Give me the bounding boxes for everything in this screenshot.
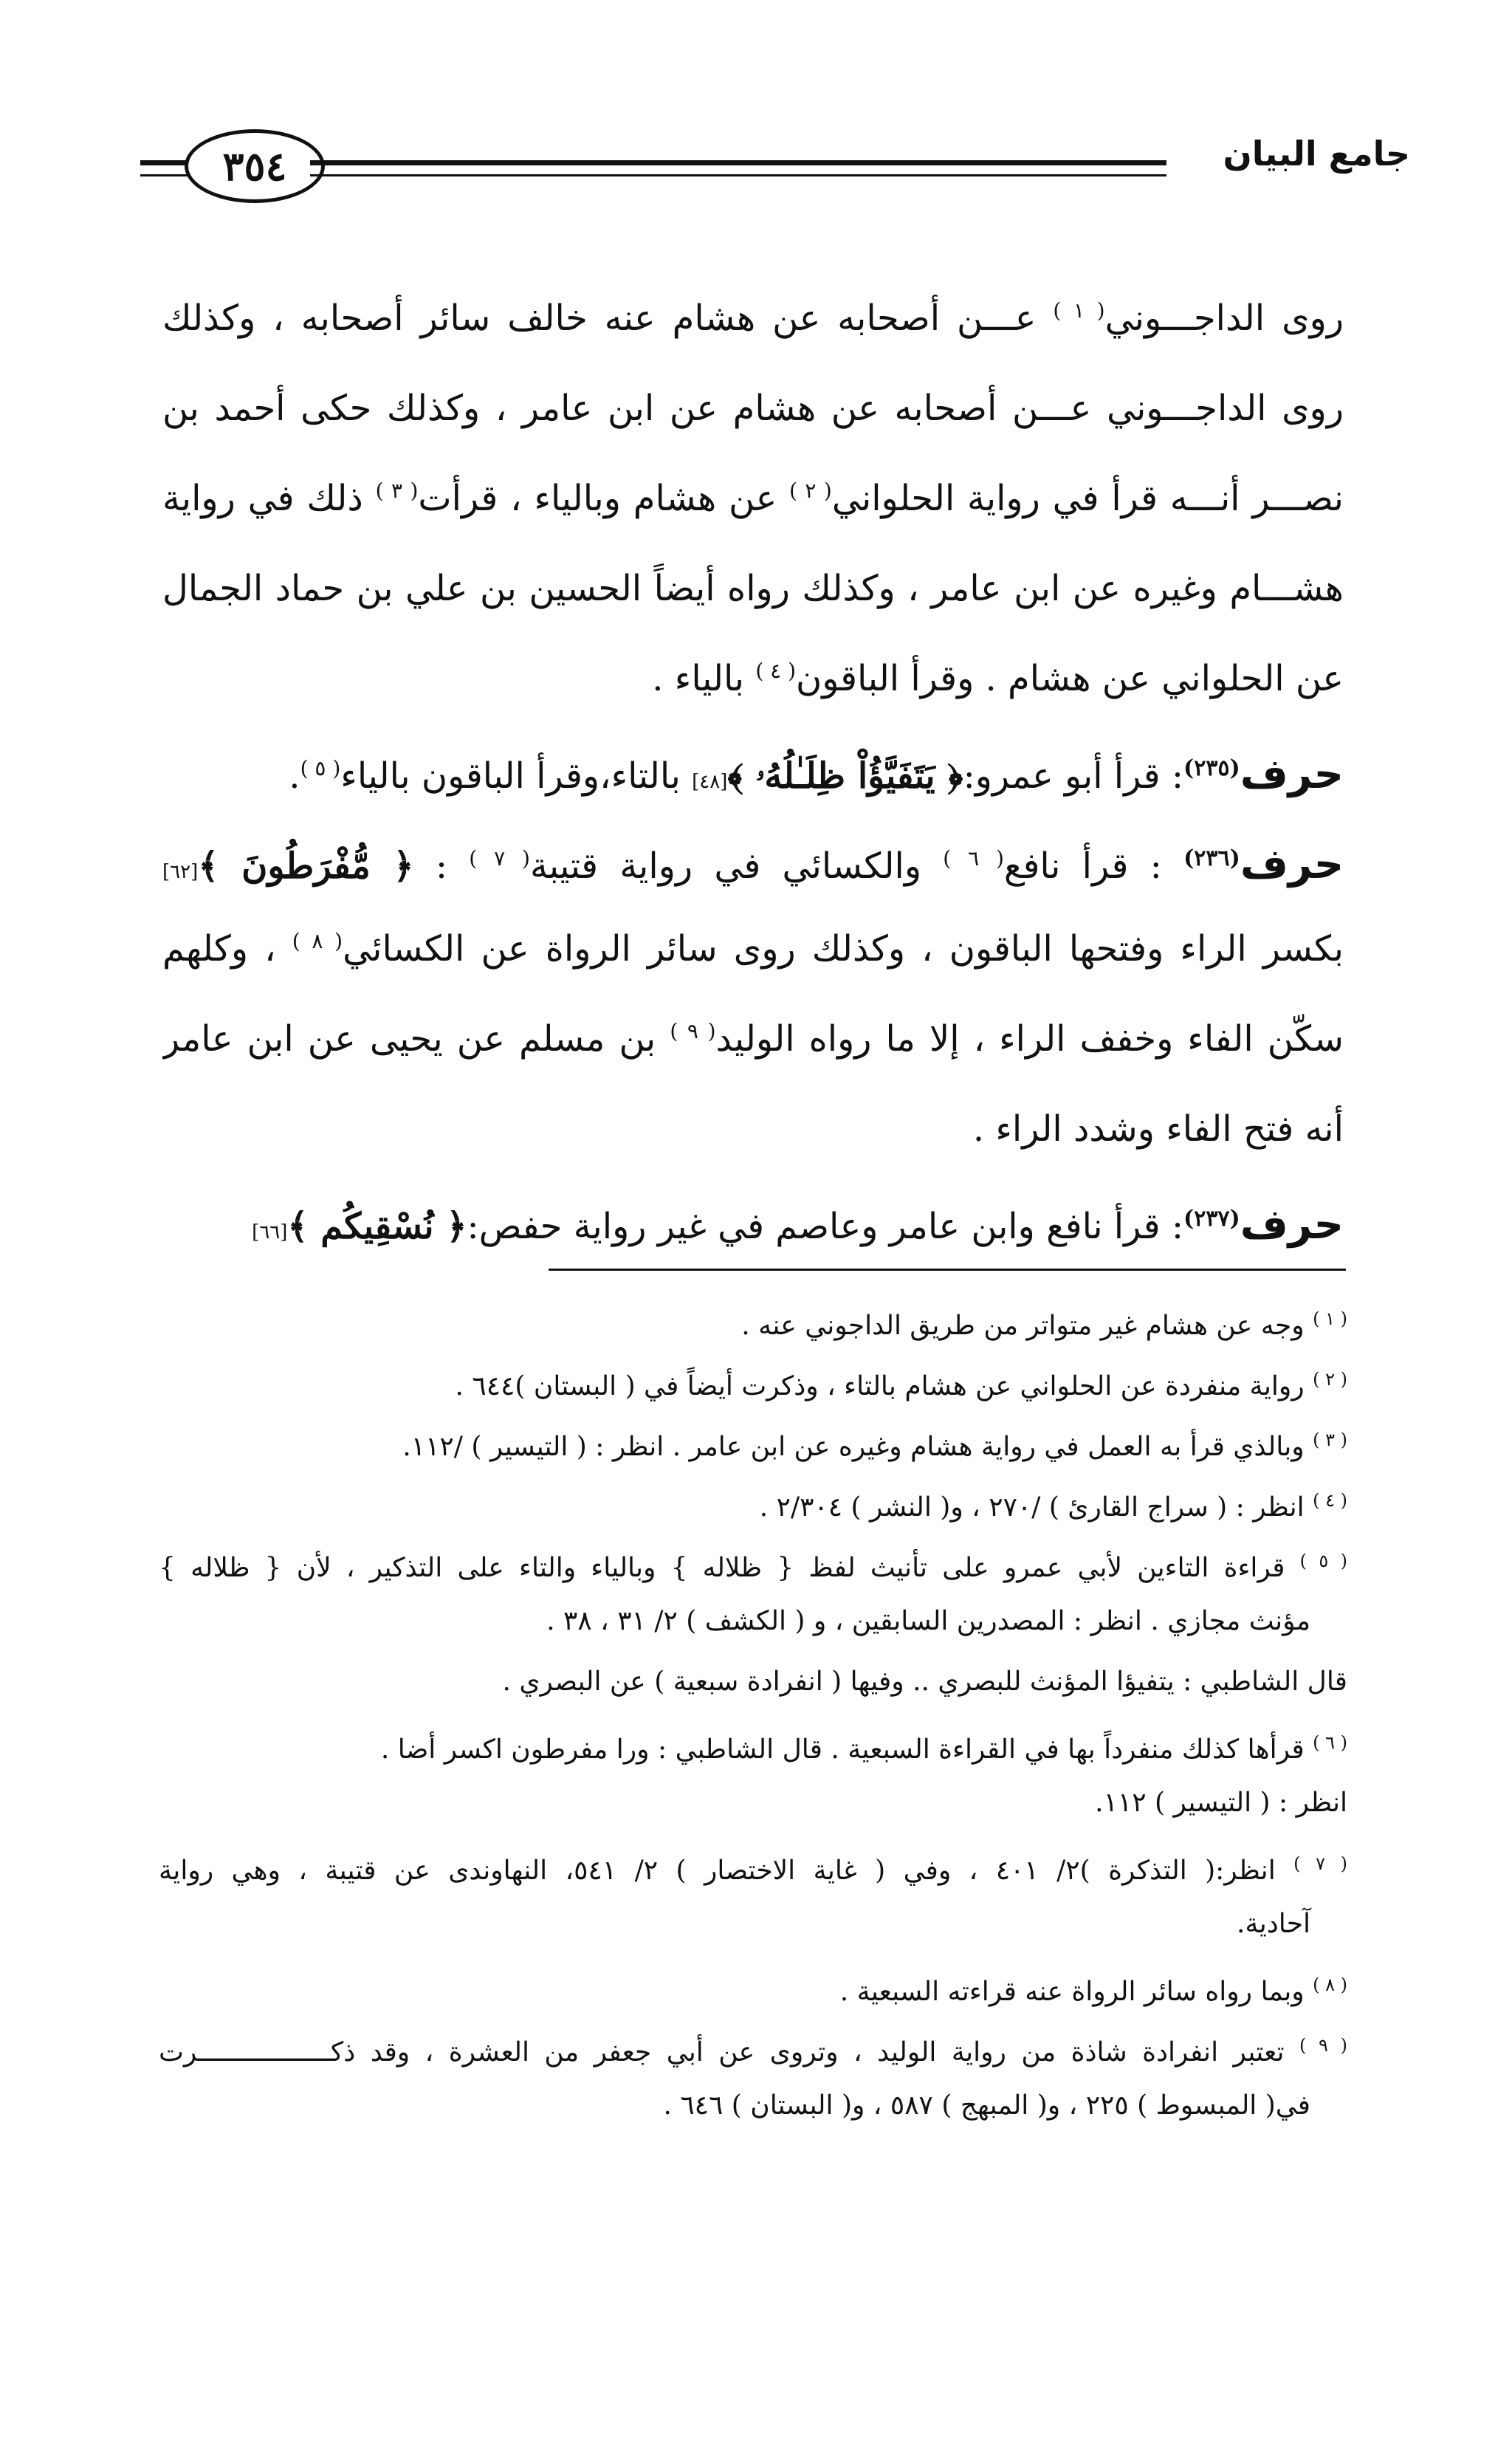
footnote-ref: ( ٨ ) bbox=[292, 929, 343, 953]
footnote-ref: ( ٩ ) bbox=[670, 1019, 716, 1043]
footnote: $^{( ٦ )}$ قرأها كذلك منفرداً بها في القراءة السبعية . قال الشاطبي : ورا مفرطون اكسر أضا . bbox=[380, 1732, 1347, 1765]
harf-237: حرف$^{(٢٣٧)}$: قرأ نافع وابن عامر وعاصم في غير رواية حفص:﴿ نُسْقِيكُم ﴾[٦٦] bbox=[252, 1201, 1344, 1249]
verse-ref: [٦٦] bbox=[252, 1221, 288, 1243]
header-rule bbox=[310, 160, 1166, 176]
footnote: $^{( ٨ )}$ وبما رواه سائر الرواة عنه قراءته السبعية . bbox=[839, 1974, 1347, 2007]
footnote-ref: ( ٧ ) bbox=[469, 846, 530, 871]
harf-235: حرف$^{(٢٣٥)}$: قرأ أبو عمرو:﴿ يَتَفَيَّؤُاْ ظِلَـٰلُهُۥ ﴾[٤٨] بالتاء،وقرأ الباقون بالياء$^{( ٥ )}$. bbox=[289, 750, 1344, 798]
footnote-ref: ( ٢ ) bbox=[789, 478, 832, 503]
harf-label: حرف bbox=[1240, 840, 1344, 888]
footnote: $^{( ٣ )}$ وبالذي قرأ به العمل في رواية هشام وغيره عن ابن عامر . انظر : ( التيسير ) /١١٢. bbox=[402, 1430, 1347, 1462]
footnote-continuation: مؤنث مجازي . انظر : المصدرين السابقين ، و ( الكشف ) ٢/ ٣١ ، ٣٨ . bbox=[546, 1606, 1310, 1636]
harf-number: (٢٣٥) bbox=[1183, 755, 1240, 781]
footnote-ref: ( ٤ ) bbox=[755, 659, 797, 683]
text-line: نصـــر أنـــه قرأ في رواية الحلواني$^{( ٢ )}$ عن هشام وبالياء ، قرأت$^{( ٣ )}$ ذلك في رواية bbox=[162, 478, 1344, 519]
harf-number: (٢٣٧) bbox=[1183, 1206, 1240, 1232]
footnote: $^{( ٤ )}$ انظر : ( سراج القارئ ) /٢٧٠ ، و( النشر ) ٢/٣٠٤ . bbox=[759, 1490, 1347, 1523]
page-number: ٣٥٤ bbox=[185, 129, 325, 203]
footnote-continuation: قال الشاطبي : يتفيؤا المؤنث للبصري .. وفيها ( انفرادة سبعية ) عن البصري . bbox=[502, 1667, 1347, 1697]
footnote: $^{( ٧ )}$ انظر:( التذكرة )٢/ ٤٠١ ، وفي ( غاية الاختصار ) ٢/ ٥٤١، النهاوندى عن قتيبة ، وهي رواية bbox=[159, 1853, 1347, 1886]
harf-236: حرف$^{(٢٣٦)}$ : قرأ نافع$^{( ٦ )}$ والكسائي في رواية قتيبة$^{( ٧ )}$ : ﴿ مُّفْرَطُونَ ﴾[٦٢] bbox=[162, 840, 1344, 888]
footnote: $^{( ٩ )}$ تعتبر انفرادة شاذة من رواية الوليد ، وتروى عن أبي جعفر من العشرة ، وقد ذكـــــــــــــــــرت bbox=[159, 2035, 1347, 2067]
verse-ref: [٤٨] bbox=[692, 771, 728, 793]
text-line: روى الداجـــوني$^{( ١ )}$ عـــن أصحابه عن هشام عنه خالف سائر أصحابه ، وكذلك bbox=[162, 298, 1344, 339]
footnote-continuation: انظر : ( التيسير ) ١١٢. bbox=[1095, 1788, 1347, 1818]
text-line: عن الحلواني عن هشام . وقرأ الباقون$^{( ٤ )}$ بالياء . bbox=[652, 658, 1344, 699]
harf-label: حرف bbox=[1240, 1201, 1344, 1249]
footnote-ref: ( ٥ ) bbox=[300, 756, 341, 780]
main-text bbox=[162, 273, 1344, 1264]
harf-number: (٢٣٦) bbox=[1183, 845, 1240, 871]
text-line: أنه فتح الفاء وشدد الراء . bbox=[972, 1108, 1344, 1150]
page-header bbox=[140, 129, 1410, 210]
quran-verse: ﴿ يَتَفَيَّؤُاْ ظِلَـٰلُهُۥ ﴾ bbox=[727, 755, 963, 797]
footnote-ref: ( ٦ ) bbox=[943, 846, 1004, 871]
footnote-ref: ( ٣ ) bbox=[375, 478, 419, 503]
footnote-continuation: في( المبسوط ) ٢٢٥ ، و( المبهج ) ٥٨٧ ، و( البستان ) ٦٤٦ . bbox=[663, 2090, 1310, 2121]
quran-verse: ﴿ نُسْقِيكُم ﴾ bbox=[287, 1206, 467, 1247]
text-line: سكّن الفاء وخفف الراء ، إلا ما رواه الوليد$^{( ٩ )}$ بن مسلم عن يحيى عن ابن عامر bbox=[162, 1018, 1344, 1060]
footnote-separator bbox=[549, 1269, 1346, 1271]
footnote-ref: ( ١ ) bbox=[1053, 298, 1105, 323]
footnote: $^{( ٢ )}$ رواية منفردة عن الحلواني عن هشام بالتاء ، وذكرت أيضاً في ( البستان )٦٤٤ . bbox=[455, 1369, 1347, 1401]
footnote-continuation: آحادية. bbox=[1236, 1909, 1310, 1939]
quran-verse: ﴿ مُّفْرَطُونَ ﴾ bbox=[198, 845, 414, 887]
footnotes bbox=[159, 1288, 1347, 2136]
text-line: بكسر الراء وفتحها الباقون ، وكذلك روى سائر الرواة عن الكسائي$^{( ٨ )}$ ، وكلهم bbox=[162, 928, 1344, 970]
harf-label: حرف bbox=[1240, 750, 1344, 798]
book-title: جامع البيان bbox=[1223, 134, 1410, 174]
footnote: $^{( ٥ )}$ قراءة التاءين لأبي عمرو على تأنيث لفظ { ظلاله } وبالياء والتاء على التذكير ، لأن { ظلاله } bbox=[159, 1551, 1347, 1583]
text-line: هشـــام وغيره عن ابن عامر ، وكذلك رواه أيضاً الحسين بن علي بن حماد الجمال bbox=[162, 568, 1344, 609]
verse-ref: [٦٢] bbox=[162, 861, 199, 883]
text-line: روى الداجـــوني عـــن أصحابه عن هشام عن ابن عامر ، وكذلك حكى أحمد بن bbox=[162, 388, 1344, 429]
footnote: $^{( ١ )}$ وجه عن هشام غير متواتر من طريق الداجوني عنه . bbox=[741, 1308, 1347, 1341]
